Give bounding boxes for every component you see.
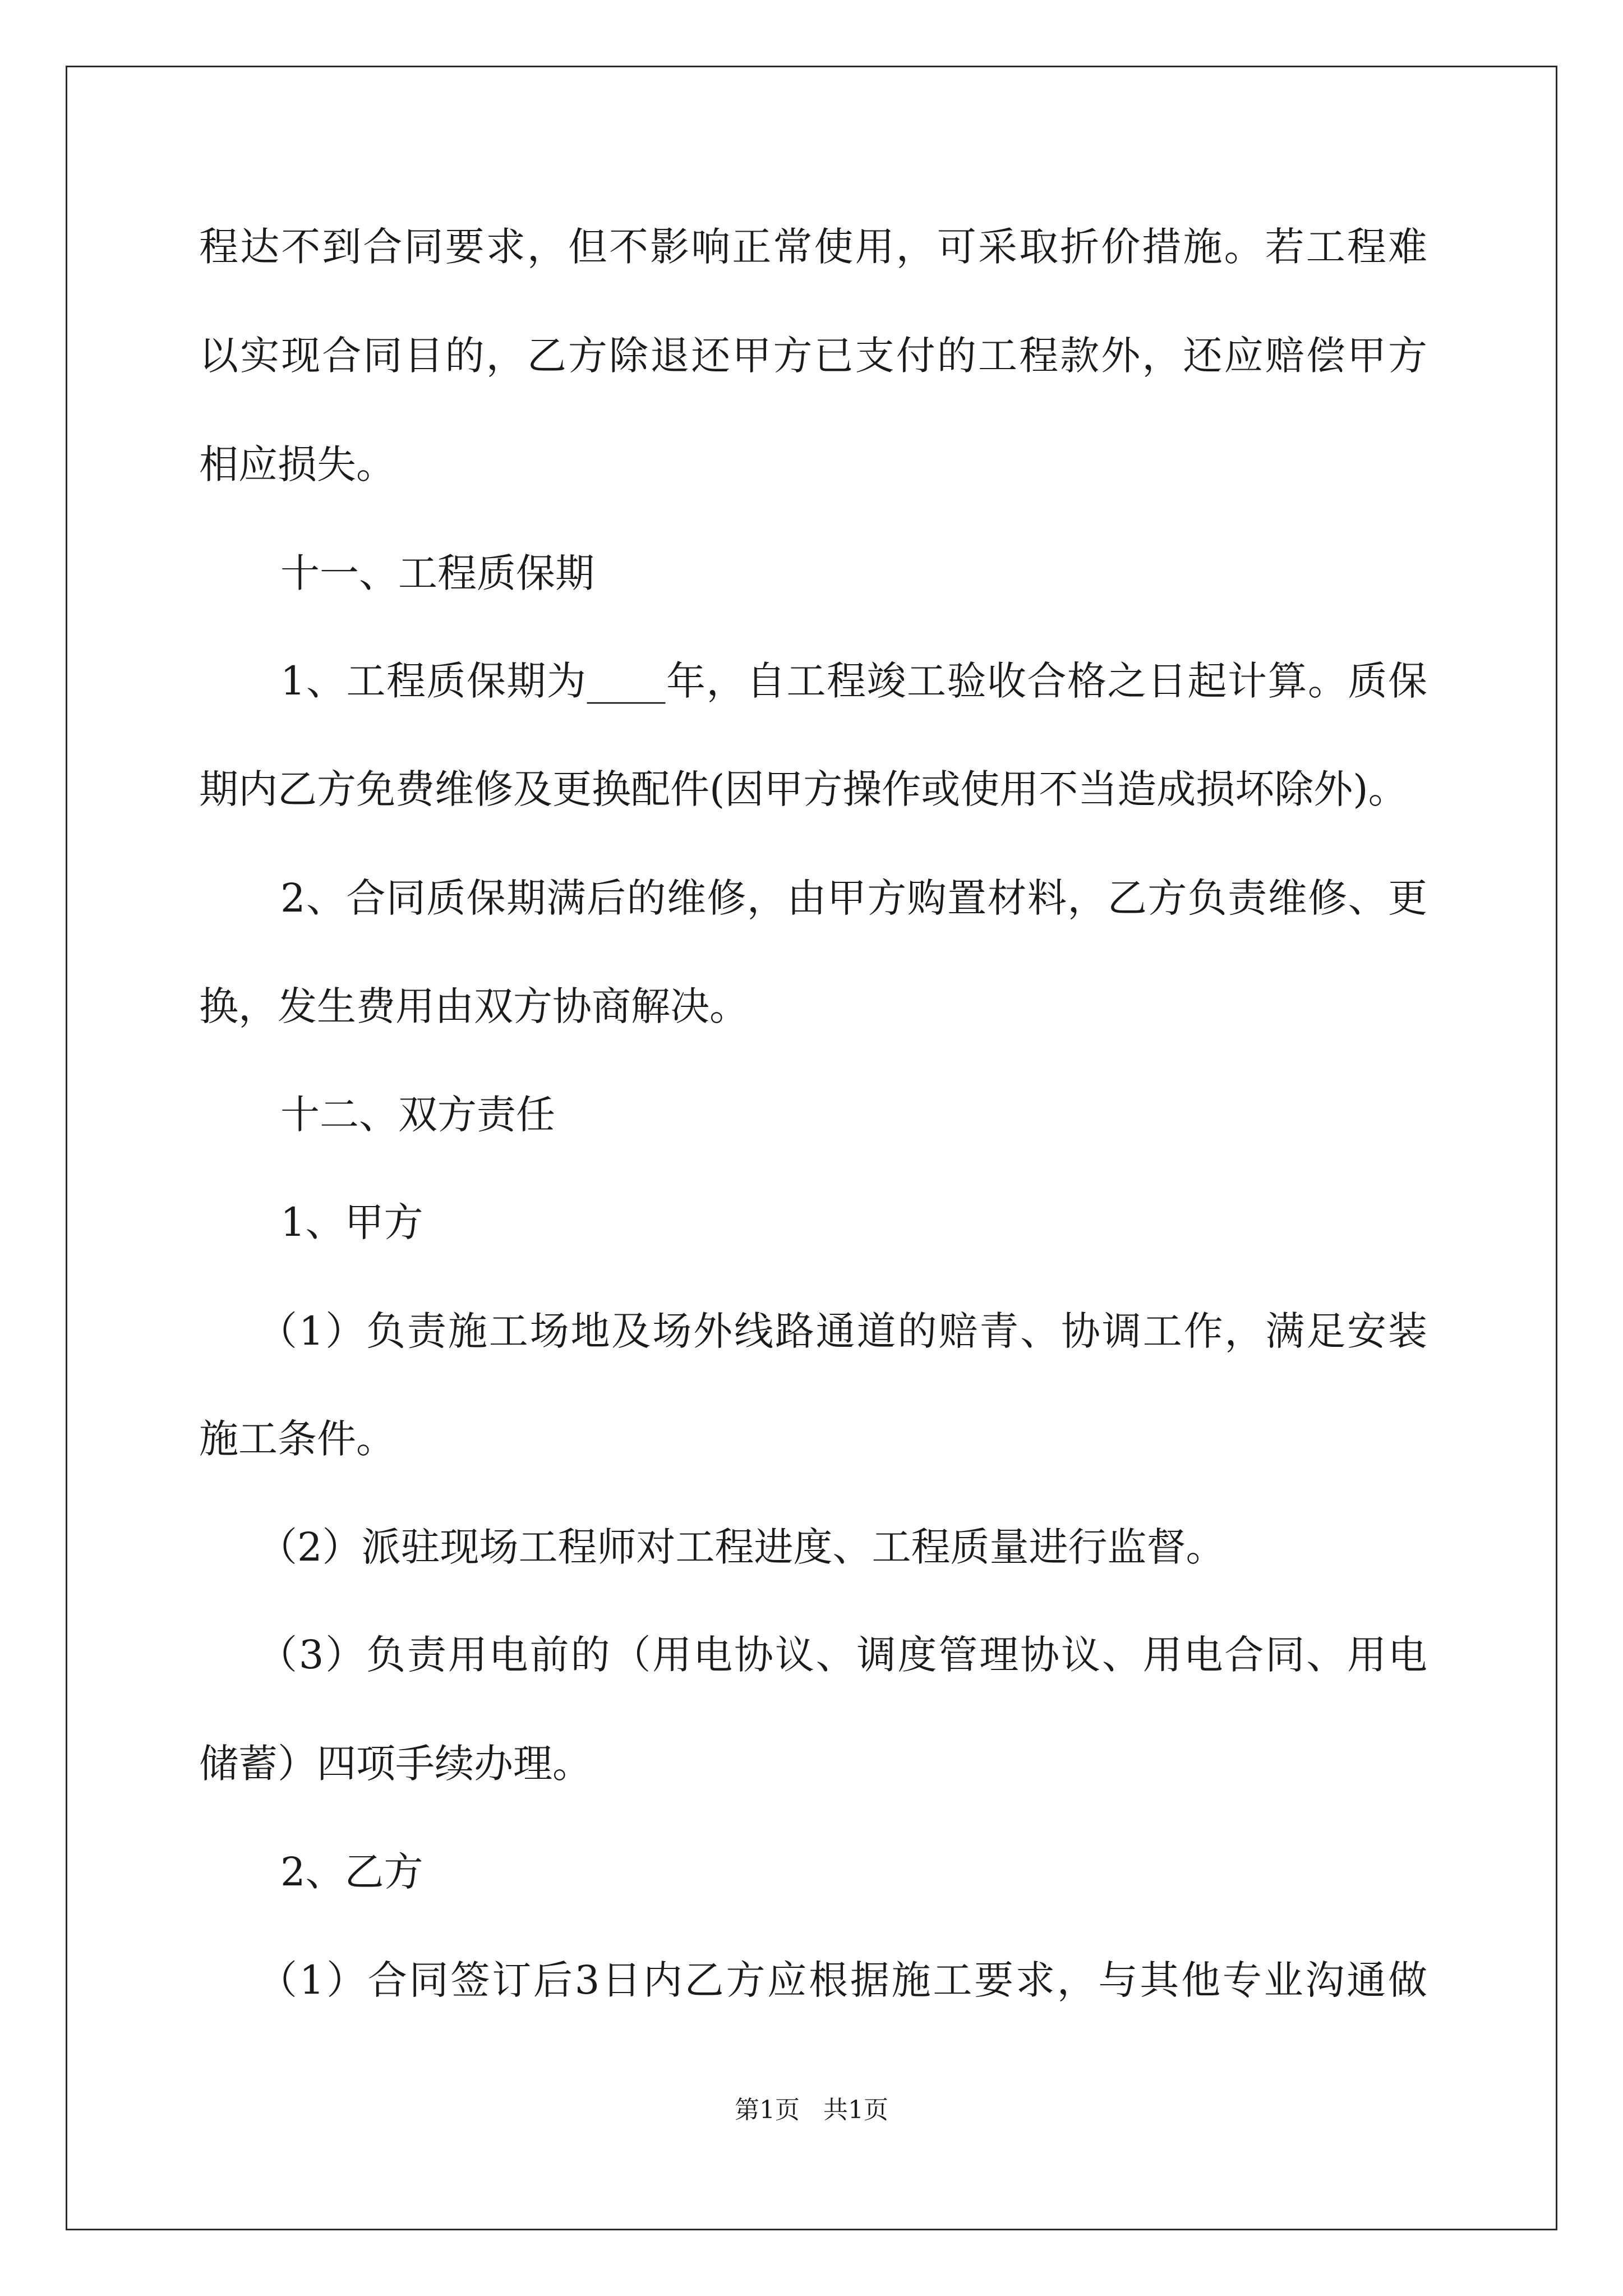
- body-line: 施工条件。: [199, 1416, 395, 1462]
- page-border: [66, 66, 1557, 2230]
- section-heading: 十二、双方责任: [280, 1092, 555, 1138]
- body-line: 1、工程质保期为____年，自工程竣工验收合格之日起计算。质保: [280, 658, 1427, 704]
- subsection-heading: 1、甲方: [280, 1199, 423, 1245]
- section-heading: 十一、工程质保期: [280, 550, 594, 596]
- body-line: 程达不到合同要求，但不影响正常使用，可采取折价措施。若工程难: [199, 224, 1427, 270]
- body-line: 2、合同质保期满后的维修，由甲方购置材料，乙方负责维修、更: [280, 875, 1427, 921]
- body-line: 储蓄）四项手续办理。: [199, 1741, 592, 1787]
- body-line: 期内乙方免费维修及更换配件(因甲方操作或使用不当造成损坏除外)。: [199, 766, 1408, 812]
- body-line: （2）派驻现场工程师对工程进度、工程质量进行监督。: [258, 1524, 1225, 1570]
- body-line: （1）合同签订后3日内乙方应根据施工要求，与其他专业沟通做: [258, 1957, 1427, 2003]
- body-line: （1）负责施工场地及场外线路通道的赔青、协调工作，满足安装: [258, 1308, 1427, 1354]
- body-line: 换，发生费用由双方协商解决。: [199, 983, 749, 1029]
- body-line: 以实现合同目的，乙方除退还甲方已支付的工程款外，还应赔偿甲方: [199, 333, 1427, 379]
- subsection-heading: 2、乙方: [280, 1849, 423, 1895]
- page-footer: 第1页 共1页: [735, 2096, 888, 2124]
- body-line: （3）负责用电前的（用电协议、调度管理协议、用电合同、用电: [258, 1632, 1427, 1678]
- body-line: 相应损失。: [199, 441, 395, 487]
